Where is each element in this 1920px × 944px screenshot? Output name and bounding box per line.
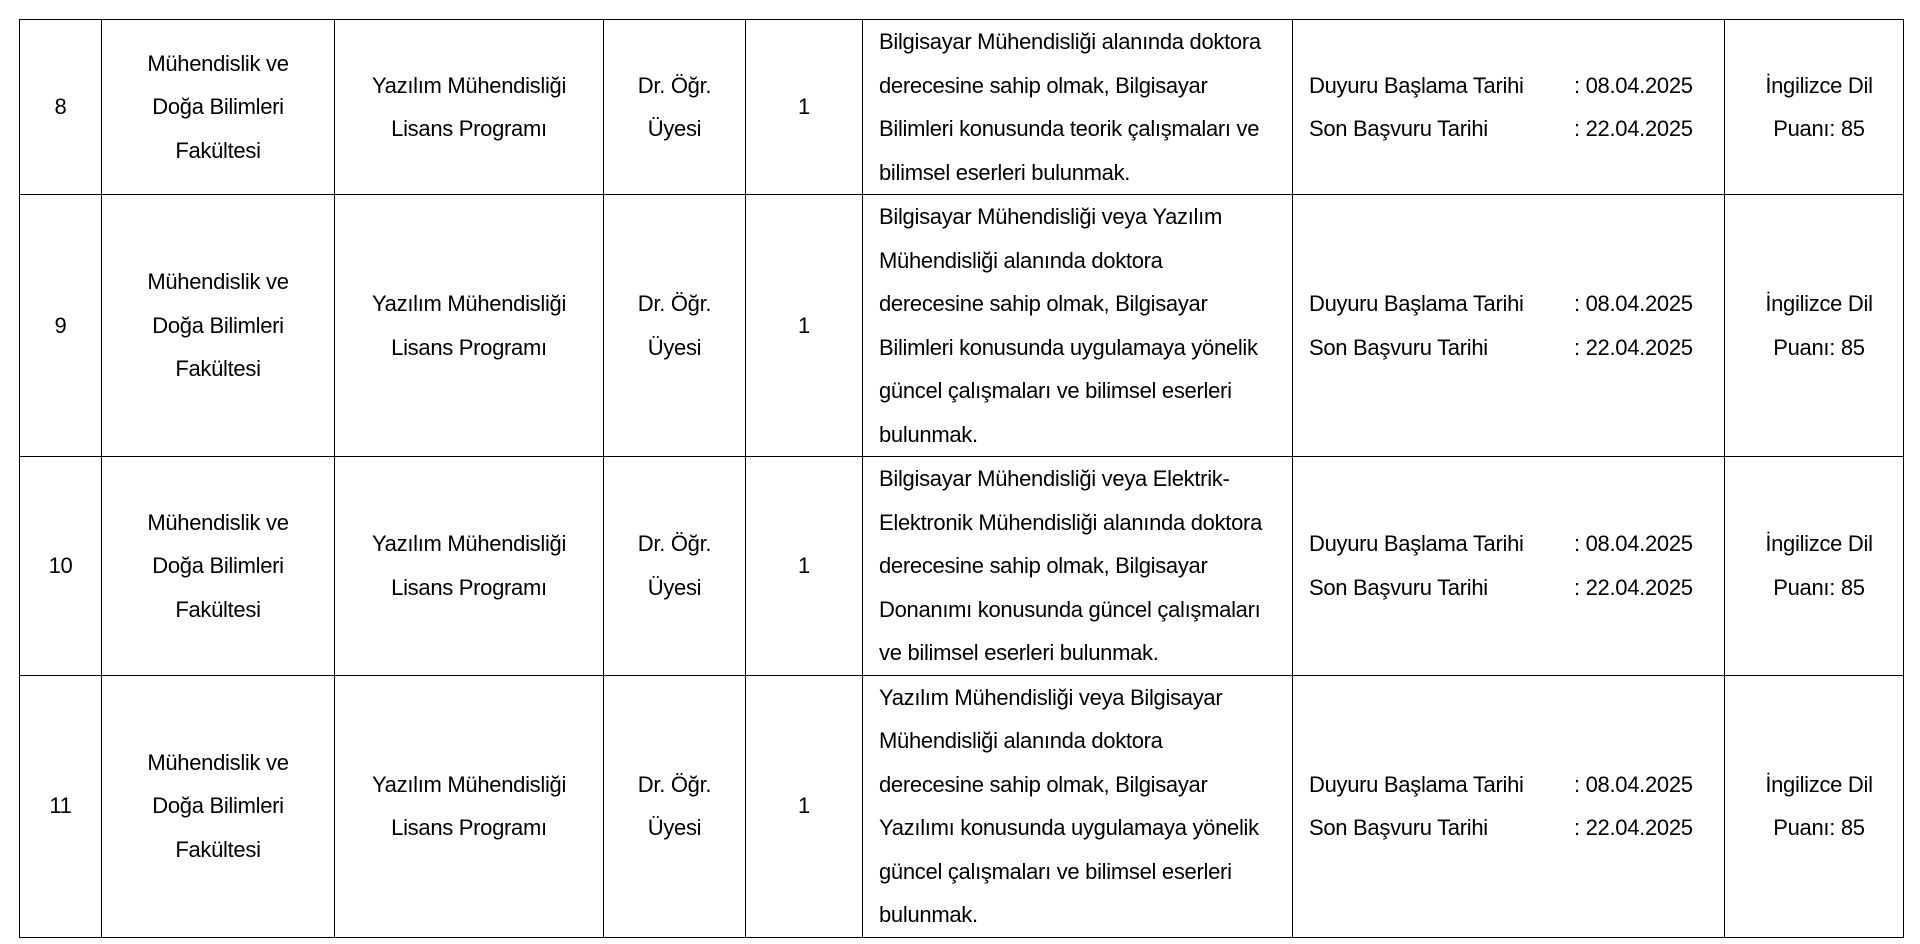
date-value: : 22.04.2025 [1574, 116, 1693, 141]
language-requirement-cell-line: İngilizce Dil [1765, 771, 1873, 797]
title-cell-line: Üyesi [647, 815, 702, 840]
faculty-cell-line: Mühendislik ve [147, 269, 289, 295]
program-cell [335, 20, 604, 195]
faculty-cell-line: Doğa Bilimleri [152, 553, 284, 578]
title-cell-line: Üyesi [647, 334, 702, 360]
row-number-cell [20, 457, 102, 676]
faculty-cell-line: Mühendislik ve [147, 749, 289, 775]
faculty-cell-line: Doğa Bilimleri [152, 312, 284, 338]
date-line [1309, 326, 1718, 370]
title-cell [604, 675, 746, 937]
position-count-cell [746, 675, 863, 937]
program-cell-line: Lisans Programı [391, 334, 547, 360]
position-count-cell-value: 1 [798, 94, 810, 120]
date-label: Duyuru Başlama Tarihi [1309, 771, 1524, 797]
date-line [1309, 806, 1718, 850]
program-cell-line: Yazılım Mühendisliği [371, 771, 567, 797]
language-requirement-cell-line: Puanı: 85 [1773, 574, 1865, 600]
row-number-cell [20, 675, 102, 937]
faculty-cell-line: Fakültesi [175, 836, 261, 862]
requirements-cell-line: güncel çalışmaları ve bilimsel eserleri [879, 378, 1232, 403]
position-count-cell [746, 20, 863, 195]
language-requirement-cell [1725, 195, 1904, 457]
table-row [20, 675, 1904, 937]
requirements-cell-line: Yazılım Mühendisliği veya Bilgisayar [879, 684, 1223, 710]
language-requirement-cell-line: Puanı: 85 [1773, 116, 1865, 141]
faculty-cell-line: Fakültesi [175, 137, 261, 163]
date-label: Son Başvuru Tarihi [1309, 334, 1488, 360]
date-value: : 22.04.2025 [1574, 574, 1693, 600]
title-cell-line: Dr. Öğr. [637, 72, 712, 98]
row-number-cell-value: 11 [49, 793, 72, 819]
requirements-cell-line: Bilimleri konusunda teorik çalışmaları ve [879, 116, 1260, 141]
program-cell-line: Lisans Programı [391, 116, 547, 141]
requirements-cell-line: derecesine sahip olmak, Bilgisayar [879, 291, 1208, 316]
program-cell-line: Lisans Programı [391, 574, 547, 600]
requirements-cell-line: ve bilimsel eserleri bulunmak. [879, 640, 1159, 665]
title-cell [604, 195, 746, 457]
faculty-cell [102, 457, 335, 676]
language-requirement-cell-line: Puanı: 85 [1773, 334, 1865, 360]
faculty-cell-line: Mühendislik ve [147, 509, 289, 535]
language-requirement-cell-line: İngilizce Dil [1765, 531, 1873, 557]
requirements-cell-line: derecesine sahip olmak, Bilgisayar [879, 771, 1208, 797]
title-cell-line: Üyesi [647, 116, 702, 141]
language-requirement-cell-line: İngilizce Dil [1765, 72, 1873, 98]
faculty-cell-line: Mühendislik ve [147, 50, 289, 76]
faculty-cell-line: Doğa Bilimleri [152, 793, 284, 819]
date-line [1309, 282, 1718, 326]
faculty-cell [102, 20, 335, 195]
requirements-cell-line: Bilimleri konusunda uygulamaya yönelik [879, 334, 1258, 360]
date-label: Son Başvuru Tarihi [1309, 815, 1488, 840]
program-cell-line: Yazılım Mühendisliği [371, 291, 567, 316]
language-requirement-cell [1725, 457, 1904, 676]
requirements-cell-line: Bilgisayar Mühendisliği veya Elektrik- [879, 466, 1230, 491]
requirements-cell-line: derecesine sahip olmak, Bilgisayar [879, 553, 1208, 578]
date-value: : 08.04.2025 [1574, 291, 1693, 316]
language-requirement-cell [1725, 20, 1904, 195]
requirements-cell-line: derecesine sahip olmak, Bilgisayar [879, 72, 1208, 98]
program-cell [335, 457, 604, 676]
faculty-cell [102, 195, 335, 457]
dates-cell [1293, 675, 1725, 937]
row-number-cell-value: 9 [54, 312, 67, 338]
faculty-cell-line: Fakültesi [175, 356, 261, 382]
dates-cell [1293, 195, 1725, 457]
dates-cell [1293, 457, 1725, 676]
requirements-cell-line: Mühendisliği alanında doktora [879, 247, 1163, 273]
date-label: Duyuru Başlama Tarihi [1309, 72, 1524, 98]
date-line [1309, 763, 1718, 807]
position-count-cell [746, 195, 863, 457]
requirements-cell [863, 675, 1293, 937]
table-row [20, 457, 1904, 676]
date-value: : 22.04.2025 [1574, 334, 1693, 360]
requirements-cell-line: Yazılımı konusunda uygulamaya yönelik [879, 815, 1259, 840]
title-cell-line: Dr. Öğr. [637, 771, 712, 797]
requirements-cell [863, 457, 1293, 676]
language-requirement-cell-line: Puanı: 85 [1773, 815, 1865, 840]
table-row [20, 20, 1904, 195]
requirements-cell [863, 195, 1293, 457]
row-number-cell [20, 20, 102, 195]
dates-cell [1293, 20, 1725, 195]
title-cell-line: Üyesi [647, 574, 702, 600]
requirements-cell-line: Mühendisliği alanında doktora [879, 728, 1163, 753]
position-count-cell-value: 1 [798, 553, 810, 578]
row-number-cell-value: 8 [54, 94, 67, 120]
requirements-cell-line: bulunmak. [879, 421, 978, 447]
program-cell [335, 195, 604, 457]
program-cell-line: Lisans Programı [391, 815, 547, 840]
requirements-cell-line: bulunmak. [879, 902, 978, 927]
date-value: : 22.04.2025 [1574, 815, 1693, 840]
date-label: Duyuru Başlama Tarihi [1309, 291, 1524, 316]
date-label: Son Başvuru Tarihi [1309, 574, 1488, 600]
date-value: : 08.04.2025 [1574, 771, 1693, 797]
position-count-cell-value: 1 [798, 312, 810, 338]
faculty-cell-line: Doğa Bilimleri [152, 94, 284, 120]
row-number-cell-value: 10 [48, 553, 73, 578]
date-label: Son Başvuru Tarihi [1309, 116, 1488, 141]
position-count-cell [746, 457, 863, 676]
table-row [20, 195, 1904, 457]
title-cell [604, 20, 746, 195]
faculty-cell [102, 675, 335, 937]
date-value: : 08.04.2025 [1574, 531, 1693, 557]
date-line [1309, 522, 1718, 566]
title-cell-line: Dr. Öğr. [637, 531, 712, 557]
position-count-cell-value: 1 [798, 793, 810, 819]
date-line [1309, 566, 1718, 610]
date-line [1309, 64, 1718, 108]
requirements-cell-line: Elektronik Mühendisliği alanında doktora [879, 509, 1263, 535]
requirements-cell-line: Donanımı konusunda güncel çalışmaları [879, 596, 1261, 622]
faculty-cell-line: Fakültesi [175, 596, 261, 622]
title-cell-line: Dr. Öğr. [637, 291, 712, 316]
date-label: Duyuru Başlama Tarihi [1309, 531, 1524, 557]
requirements-cell-line: bilimsel eserleri bulunmak. [879, 159, 1131, 185]
program-cell-line: Yazılım Mühendisliği [371, 72, 567, 98]
program-cell-line: Yazılım Mühendisliği [371, 531, 567, 557]
requirements-cell-line: Bilgisayar Mühendisliği alanında doktora [879, 29, 1261, 54]
date-line [1309, 107, 1718, 151]
title-cell [604, 457, 746, 676]
row-number-cell [20, 195, 102, 457]
table-body [20, 20, 1904, 938]
date-value: : 08.04.2025 [1574, 72, 1693, 98]
requirements-cell-line: güncel çalışmaları ve bilimsel eserleri [879, 858, 1232, 884]
language-requirement-cell-line: İngilizce Dil [1765, 291, 1873, 316]
position-listing-table [19, 19, 1904, 938]
language-requirement-cell [1725, 675, 1904, 937]
program-cell [335, 675, 604, 937]
requirements-cell [863, 20, 1293, 195]
requirements-cell-line: Bilgisayar Mühendisliği veya Yazılım [879, 204, 1222, 229]
